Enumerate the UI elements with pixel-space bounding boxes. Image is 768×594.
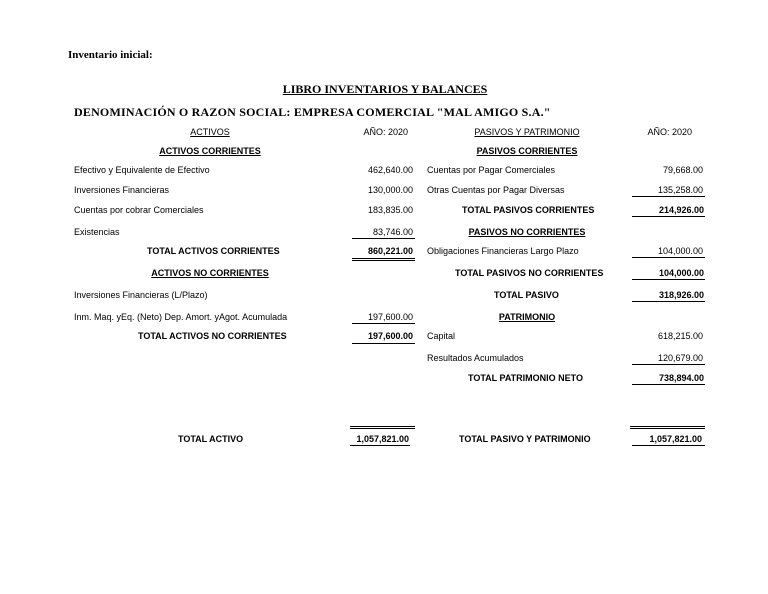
total-equity-value: 738,894.00	[658, 373, 704, 383]
total-current-assets-value: 860,221.00	[367, 246, 413, 256]
double-underline	[352, 258, 415, 259]
underline	[632, 216, 705, 217]
equity-value: 618,215.00	[657, 331, 703, 341]
total-liabilities-equity-value: 1,057,821.00	[649, 434, 702, 444]
assets-current-header: ACTIVOS CORRIENTES	[159, 146, 261, 156]
double-underline	[630, 428, 705, 429]
total-assets-label: TOTAL ACTIVO	[178, 434, 244, 444]
total-noncurrent-assets-value: 197,600.00	[367, 331, 413, 341]
liability-label: Otras Cuentas por Pagar Diversas	[427, 185, 565, 195]
total-noncurrent-liabilities-value: 104,000.00	[658, 268, 704, 278]
equity-label: Resultados Acumulados	[427, 353, 524, 363]
total-noncurrent-liabilities-label: TOTAL PASIVOS NO CORRIENTES	[455, 268, 604, 278]
underline	[632, 196, 705, 197]
equity-label: Capital	[427, 331, 456, 341]
company-name: DENOMINACIÓN O RAZON SOCIAL: EMPRESA COMERCIAL "MAL AMIGO S.A."	[74, 105, 551, 119]
underline	[632, 279, 705, 280]
double-underline	[350, 428, 415, 429]
double-underline	[350, 426, 415, 427]
liability-value: 104,000.00	[657, 246, 703, 256]
underline	[632, 257, 705, 258]
total-assets-value: 1,057,821.00	[356, 434, 409, 444]
equity-value: 120,679.00	[657, 353, 703, 363]
asset-value: 130,000.00	[367, 185, 413, 195]
asset-label: Inm. Maq. yEq. (Neto) Dep. Amort. yAgot. Acumulada	[74, 312, 288, 322]
assets-header: ACTIVOS	[190, 127, 230, 137]
asset-label: Inversiones Financieras	[74, 185, 170, 195]
asset-value: 183,835.00	[367, 205, 413, 215]
total-liabilities-equity-label: TOTAL PASIVO Y PATRIMONIO	[459, 434, 591, 444]
intro-label: Inventario inicial:	[68, 49, 153, 61]
total-current-liabilities-label: TOTAL PASIVOS CORRIENTES	[462, 205, 595, 215]
asset-label: Cuentas por cobrar Comerciales	[74, 205, 204, 215]
liability-value: 135,258.00	[657, 185, 703, 195]
underline	[352, 343, 415, 344]
double-underline	[630, 426, 705, 427]
asset-value: 83,746.00	[372, 227, 413, 237]
liabilities-header: PASIVOS Y PATRIMONIO	[474, 127, 580, 137]
liability-label: Cuentas por Pagar Comerciales	[427, 165, 556, 175]
total-liabilities-value: 318,926.00	[658, 290, 704, 300]
asset-label: Inversiones Financieras (L/Plazo)	[74, 290, 208, 300]
underline	[632, 384, 705, 385]
total-current-assets-label: TOTAL ACTIVOS CORRIENTES	[147, 246, 280, 256]
assets-year-header: AÑO: 2020	[363, 127, 408, 137]
liability-value: 79,668.00	[662, 165, 703, 175]
underline	[632, 364, 705, 365]
underline	[350, 445, 410, 446]
liability-label: Obligaciones Financieras Largo Plazo	[427, 246, 579, 256]
underline	[352, 323, 415, 324]
total-equity-label: TOTAL PATRIMONIO NETO	[468, 373, 584, 383]
total-current-liabilities-value: 214,926.00	[658, 205, 704, 215]
asset-value: 197,600.00	[367, 312, 413, 322]
asset-label: Existencias	[74, 227, 120, 237]
asset-value: 462,640.00	[367, 165, 413, 175]
page-title: LIBRO INVENTARIOS Y BALANCES	[282, 82, 488, 96]
assets-noncurrent-header: ACTIVOS NO CORRIENTES	[151, 268, 269, 278]
double-underline	[352, 260, 415, 261]
underline	[632, 445, 705, 446]
asset-label: Efectivo y Equivalente de Efectivo	[74, 165, 210, 175]
liabilities-year-header: AÑO: 2020	[647, 127, 692, 137]
liabilities-current-header: PASIVOS CORRIENTES	[476, 146, 578, 156]
liabilities-noncurrent-header: PASIVOS NO CORRIENTES	[468, 227, 586, 237]
total-noncurrent-assets-label: TOTAL ACTIVOS NO CORRIENTES	[138, 331, 287, 341]
underline	[352, 238, 415, 239]
total-liabilities-label: TOTAL PASIVO	[494, 290, 559, 300]
equity-header: PATRIMONIO	[498, 312, 556, 322]
underline	[632, 301, 705, 302]
